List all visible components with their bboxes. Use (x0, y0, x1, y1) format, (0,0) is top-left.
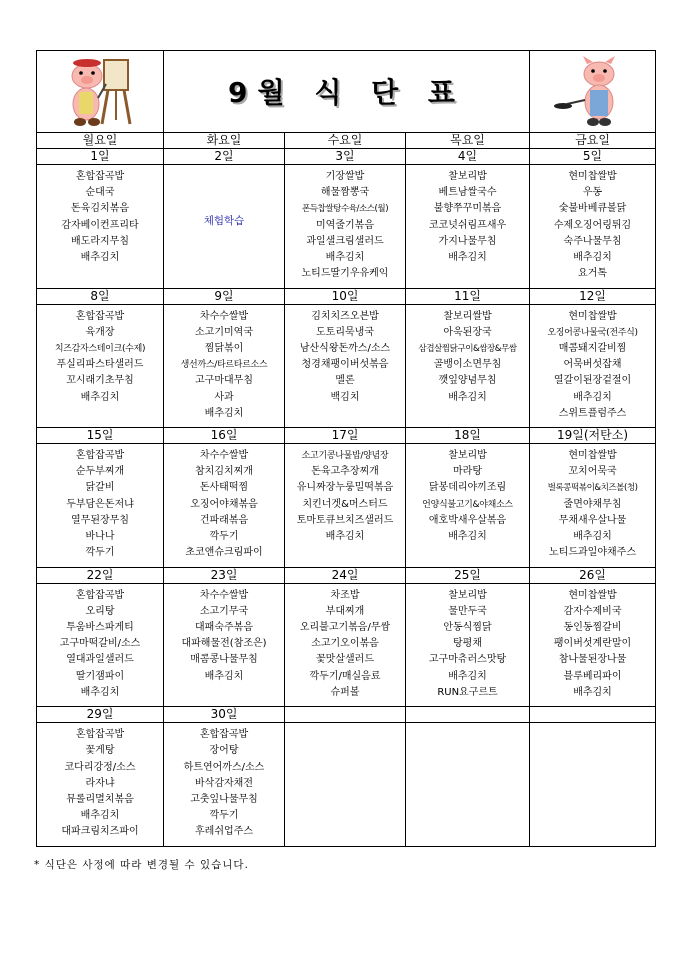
menu-cell (285, 723, 406, 847)
menu-item: 배추김치 (80, 391, 120, 403)
date-cell: 3일 (285, 149, 406, 165)
weeks-body (37, 149, 656, 847)
menu-item: 매콤돼지갈비찜 (558, 342, 627, 354)
menu-item: 벌록콩떡볶이&치즈볼(청) (547, 483, 638, 494)
menu-item: 불향쭈꾸미볶음 (433, 203, 502, 215)
menu-item: 오리탕 (85, 605, 115, 617)
menu-item: 코코넛쉬림프새우 (428, 219, 507, 231)
menu-item: 슈퍼볼 (330, 686, 360, 698)
menu-cell (406, 444, 530, 568)
menu-item: 소고기무국 (199, 605, 249, 617)
menu-item: 참치김치찌개 (195, 466, 253, 478)
menu-item: 배추김치 (573, 531, 612, 543)
date-cell (285, 707, 406, 723)
menu-item: 뮤롤리멸치볶음 (66, 793, 134, 805)
menu-list (406, 165, 529, 266)
menu-item: 삼겹살찜닭구이&쌈장&무쌈 (418, 343, 517, 354)
menu-list (285, 584, 405, 701)
menu-item: 닭갈비 (85, 482, 115, 494)
menu-item: 부대찌개 (325, 605, 365, 617)
menu-item: 배추김치 (573, 252, 612, 263)
menu-item: 순대국 (85, 187, 115, 199)
menu-list (37, 305, 163, 406)
menu-item: 노티드과일야채주스 (549, 547, 636, 559)
header-row (37, 51, 656, 133)
menu-list (406, 305, 529, 406)
menu-item: 찰보리밥 (448, 170, 487, 182)
date-row (37, 428, 656, 444)
date-cell: 8일 (37, 288, 164, 304)
footnote: * 식단은 사정에 따라 변경될 수 있습니다. (34, 859, 249, 871)
menu-item: 깍두기 (85, 547, 115, 559)
menu-cell (285, 304, 406, 428)
menu-item: 차수수쌀밥 (199, 589, 249, 601)
menu-item: 어묵버섯잡채 (563, 359, 622, 371)
menu-item: 현미찹쌀밥 (568, 170, 617, 182)
date-cell (406, 707, 530, 723)
header-left-illustration (37, 51, 164, 133)
menu-item: 스위트플럼주스 (558, 407, 627, 419)
meal-plan-table (36, 50, 656, 847)
menu-item: 토마토큐브치즈샐러드 (296, 514, 394, 526)
menu-item: 고구마츄러스맛탕 (428, 654, 507, 666)
menu-item: 감자베이컨프리타 (61, 219, 139, 231)
menu-item: 배추김치 (573, 686, 612, 698)
menu-item: 찰보리밥 (448, 589, 487, 601)
menu-item: 차수수쌀밥 (199, 310, 249, 322)
weekday-header-row (37, 132, 656, 149)
menu-item: 육개장 (85, 326, 115, 338)
menu-list (285, 723, 405, 727)
date-cell: 19일(저탄소) (530, 428, 656, 444)
date-cell: 26일 (530, 567, 656, 583)
menu-item: 동인동찜갈비 (563, 621, 622, 633)
menu-item: 고구마대무침 (195, 375, 253, 387)
menu-item: 대파해물전(참조은) (181, 638, 267, 650)
menu-cell (530, 164, 656, 288)
menu-item: 마라탕 (453, 466, 482, 478)
menu-item: 노티드딸기우유케익 (301, 268, 389, 280)
date-cell: 10일 (285, 288, 406, 304)
menu-item: 아욱된장국 (443, 326, 492, 338)
menu-item: 치즈감자스테이크(수제) (54, 343, 146, 354)
menu-item: 바삭감자채전 (195, 777, 253, 789)
menu-item: 줄면야채무침 (563, 498, 622, 510)
menu-cell (530, 583, 656, 707)
menu-item: 혼합잡곡밥 (75, 589, 125, 601)
menu-cell (37, 583, 164, 707)
menu-item: 요거톡 (578, 268, 608, 280)
weekday-header: 금요일 (530, 132, 656, 149)
menu-item: 꼬시래기초무침 (66, 375, 134, 387)
menu-item: 꽃게탕 (85, 745, 115, 757)
menu-cell (164, 723, 285, 847)
menu-item: 꽃맛살샐러드 (316, 654, 374, 666)
menu-list (530, 584, 655, 701)
date-cell: 16일 (164, 428, 285, 444)
menu-cell (164, 444, 285, 568)
pig-painter-icon (60, 54, 140, 128)
menu-list (164, 584, 284, 685)
menu-cell (530, 304, 656, 428)
date-cell (530, 707, 656, 723)
date-row (37, 288, 656, 304)
menu-list (164, 444, 284, 561)
menu-list (285, 165, 405, 282)
menu-item: 후레쉬업주스 (195, 826, 253, 838)
menu-item: 찰보리쌀밥 (443, 310, 492, 322)
menu-item: 배추김치 (204, 670, 244, 682)
pig-chef-icon (553, 54, 633, 128)
date-cell: 2일 (164, 149, 285, 165)
menu-item: 오징어콩나물국(전주식) (547, 327, 638, 338)
menu-item: 현미찹쌀밥 (568, 310, 617, 322)
menu-cell (406, 723, 530, 847)
menu-item: 배추김치 (325, 252, 365, 263)
menu-cell (37, 444, 164, 568)
menu-list (37, 584, 163, 701)
menu-item: 혼합잡곡밥 (75, 450, 125, 462)
date-cell: 18일 (406, 428, 530, 444)
menu-item: 현미찹쌀밥 (568, 589, 617, 601)
menu-cell (164, 583, 285, 707)
date-row (37, 149, 656, 165)
menu-item: 김치치즈오븐밥 (311, 310, 379, 322)
menu-item: 배추김치 (448, 391, 487, 403)
menu-item: 건파래볶음 (199, 514, 249, 526)
menu-item: 소고기미역국 (195, 326, 253, 338)
menu-cell (37, 723, 164, 847)
menu-item: 대파크림치즈파이 (61, 826, 139, 838)
menu-item: 배추김치 (448, 531, 487, 543)
header-title-cell (164, 51, 530, 133)
menu-item: 팽이버섯계란말이 (553, 638, 632, 650)
date-row (37, 707, 656, 723)
menu-list (530, 723, 655, 727)
menu-list (285, 305, 405, 406)
menu-item: 숙주나물무침 (563, 235, 622, 247)
menu-item: 백김치 (330, 391, 360, 403)
menu-item: 순두부찌개 (75, 466, 125, 478)
date-cell: 23일 (164, 567, 285, 583)
weekday-header: 수요일 (285, 132, 406, 149)
menu-item: 깍두기/매실음료 (309, 670, 381, 682)
menu-item: 우동 (582, 187, 603, 199)
date-cell: 29일 (37, 707, 164, 723)
date-cell: 4일 (406, 149, 530, 165)
menu-item: 감자수제비국 (563, 605, 622, 617)
date-cell: 30일 (164, 707, 285, 723)
menu-item: 찰보리밥 (448, 450, 487, 462)
menu-item: 과일샐크림샐러드 (306, 235, 384, 247)
menu-item: 참나물된장나물 (558, 654, 627, 666)
menu-cell (285, 164, 406, 288)
menu-item: 돈육김치볶음 (71, 203, 129, 215)
date-cell: 22일 (37, 567, 164, 583)
menu-cell (285, 583, 406, 707)
menu-row (37, 583, 656, 707)
menu-item: 언양식불고기&야채소스 (422, 499, 513, 510)
menu-item: 배추김치 (325, 531, 365, 543)
weekday-header: 화요일 (164, 132, 285, 149)
menu-item: 블루베리파이 (563, 670, 622, 682)
menu-item: 멜론 (335, 375, 355, 387)
menu-item: 배추김치 (448, 670, 487, 682)
menu-item: 고춧잎나물무침 (190, 793, 258, 805)
menu-item: 코다리강정/소스 (64, 761, 136, 773)
menu-item: 열갈이된장겉절이 (553, 375, 632, 387)
menu-item: 혼합잡곡밥 (75, 729, 125, 741)
menu-list (406, 444, 529, 545)
menu-item: 배추김치 (80, 810, 120, 822)
event-label: 체험학습 (203, 214, 245, 227)
menu-item: 꼬치어묵국 (568, 466, 617, 478)
date-cell: 24일 (285, 567, 406, 583)
menu-item: 치킨너겟&머스터드 (302, 498, 388, 510)
menu-item: 깍두기 (209, 810, 239, 822)
menu-item: 무채새우살나물 (558, 514, 627, 526)
menu-cell (285, 444, 406, 568)
menu-row (37, 304, 656, 428)
menu-cell (530, 723, 656, 847)
menu-item: 가지나물무침 (438, 235, 497, 247)
date-cell: 25일 (406, 567, 530, 583)
menu-item: 베트남쌀국수 (438, 187, 497, 199)
menu-item: 애호박새우살볶음 (428, 514, 507, 526)
menu-list (285, 444, 405, 545)
menu-item: 배도라지무침 (71, 235, 129, 247)
menu-cell (406, 304, 530, 428)
menu-item: 장어탕 (209, 745, 239, 757)
menu-item: 깍두기 (209, 531, 239, 543)
date-cell: 1일 (37, 149, 164, 165)
menu-cell (530, 444, 656, 568)
menu-item: 두부담은돈저냐 (66, 498, 134, 510)
menu-item: 투움바스파게티 (66, 621, 134, 633)
menu-cell (406, 583, 530, 707)
menu-item: 딸기잼파이 (75, 670, 125, 682)
menu-row (37, 444, 656, 568)
menu-item: 생선까스/타르타르소스 (180, 360, 268, 371)
menu-item: 청경채팽이버섯볶음 (301, 359, 389, 371)
menu-item: 기장쌀밥 (325, 170, 365, 182)
menu-item: 차수수쌀밥 (199, 450, 249, 462)
menu-item: 골뱅이소면무침 (433, 359, 502, 371)
menu-list (530, 165, 655, 282)
menu-cell (37, 164, 164, 288)
menu-item: 배추김치 (80, 252, 120, 263)
menu-item: 대패숙주볶음 (195, 621, 253, 633)
menu-list (530, 444, 655, 561)
menu-item: 푸실리파스타샐러드 (56, 359, 144, 371)
header-right-illustration (530, 51, 656, 133)
menu-item: 오징어야채볶음 (190, 498, 258, 510)
menu-row (37, 164, 656, 288)
menu-list (37, 723, 163, 840)
menu-item: 배추김치 (573, 391, 612, 403)
menu-item: 소고기콩나물밥/양념장 (301, 451, 389, 462)
menu-item: 바나나 (85, 531, 115, 543)
date-cell: 17일 (285, 428, 406, 444)
menu-item: 소고기오이볶음 (311, 638, 379, 650)
menu-item: 배추김치 (448, 252, 487, 263)
menu-cell (164, 164, 285, 288)
menu-cell (406, 164, 530, 288)
weekday-header: 목요일 (406, 132, 530, 149)
menu-list (164, 305, 284, 422)
menu-row (37, 723, 656, 847)
menu-item: 수제오징어링튀김 (553, 219, 632, 231)
menu-list (164, 165, 284, 228)
menu-item: 폰득찹쌀탕수육/소스(월) (301, 204, 389, 215)
menu-item: 매콤콩나물무침 (190, 654, 258, 666)
menu-item: 배추김치 (80, 686, 120, 698)
menu-item: 찜닭볶이 (204, 342, 244, 354)
menu-item: 안동식찜닭 (443, 621, 492, 633)
menu-item: 물만두국 (448, 605, 487, 617)
date-cell: 5일 (530, 149, 656, 165)
date-cell: 15일 (37, 428, 164, 444)
menu-item: 고구마떡갈비/소스 (59, 638, 141, 650)
menu-item: 배추김치 (204, 407, 244, 419)
menu-item: 탕평채 (453, 638, 482, 650)
menu-item: 혼합잡곡밥 (75, 310, 125, 322)
menu-item: 열무된장무침 (71, 514, 129, 526)
date-cell: 11일 (406, 288, 530, 304)
menu-item: 미역줄기볶음 (316, 219, 374, 231)
menu-item: 라자냐 (85, 777, 115, 789)
menu-cell (37, 304, 164, 428)
date-row (37, 567, 656, 583)
date-cell: 9일 (164, 288, 285, 304)
menu-item: 해물짬뽕국 (320, 187, 370, 199)
menu-item: 숯불바베큐볼닭 (558, 203, 627, 215)
menu-item: 도토리묵냉국 (316, 326, 374, 338)
menu-item: 혼합잡곡밥 (199, 729, 249, 741)
menu-item: 혼합잡곡밥 (75, 170, 125, 182)
menu-item: 돈사태떡찜 (199, 482, 249, 494)
menu-list (406, 723, 529, 727)
menu-cell (164, 304, 285, 428)
date-cell: 12일 (530, 288, 656, 304)
menu-list (37, 165, 163, 266)
menu-item: 남산식왕돈까스/소스 (299, 342, 391, 354)
menu-list (406, 584, 529, 701)
menu-item: 차조밥 (330, 589, 360, 601)
menu-item: 닭봉데리야끼조림 (428, 482, 507, 494)
menu-list (37, 444, 163, 561)
menu-item: 사과 (214, 391, 234, 403)
menu-list (164, 723, 284, 840)
menu-item: 유니짜장누룽밀떡볶음 (296, 482, 394, 494)
menu-item: 깻잎양념무침 (438, 375, 497, 387)
weekday-header: 월요일 (37, 132, 164, 149)
page-title: 9월 식 단 표 (228, 76, 465, 110)
menu-item: 현미찹쌀밥 (568, 450, 617, 462)
menu-item: 열대과일샐러드 (66, 654, 134, 666)
menu-list (530, 305, 655, 422)
menu-item: 하트연어까스/소스 (183, 761, 265, 773)
menu-item: 초코앤슈크림파이 (185, 547, 263, 559)
menu-item: 오리불고기볶음/무쌈 (299, 621, 391, 633)
menu-item: RUN요구르트 (437, 686, 498, 698)
menu-item: 돈육고추장찌개 (311, 466, 379, 478)
